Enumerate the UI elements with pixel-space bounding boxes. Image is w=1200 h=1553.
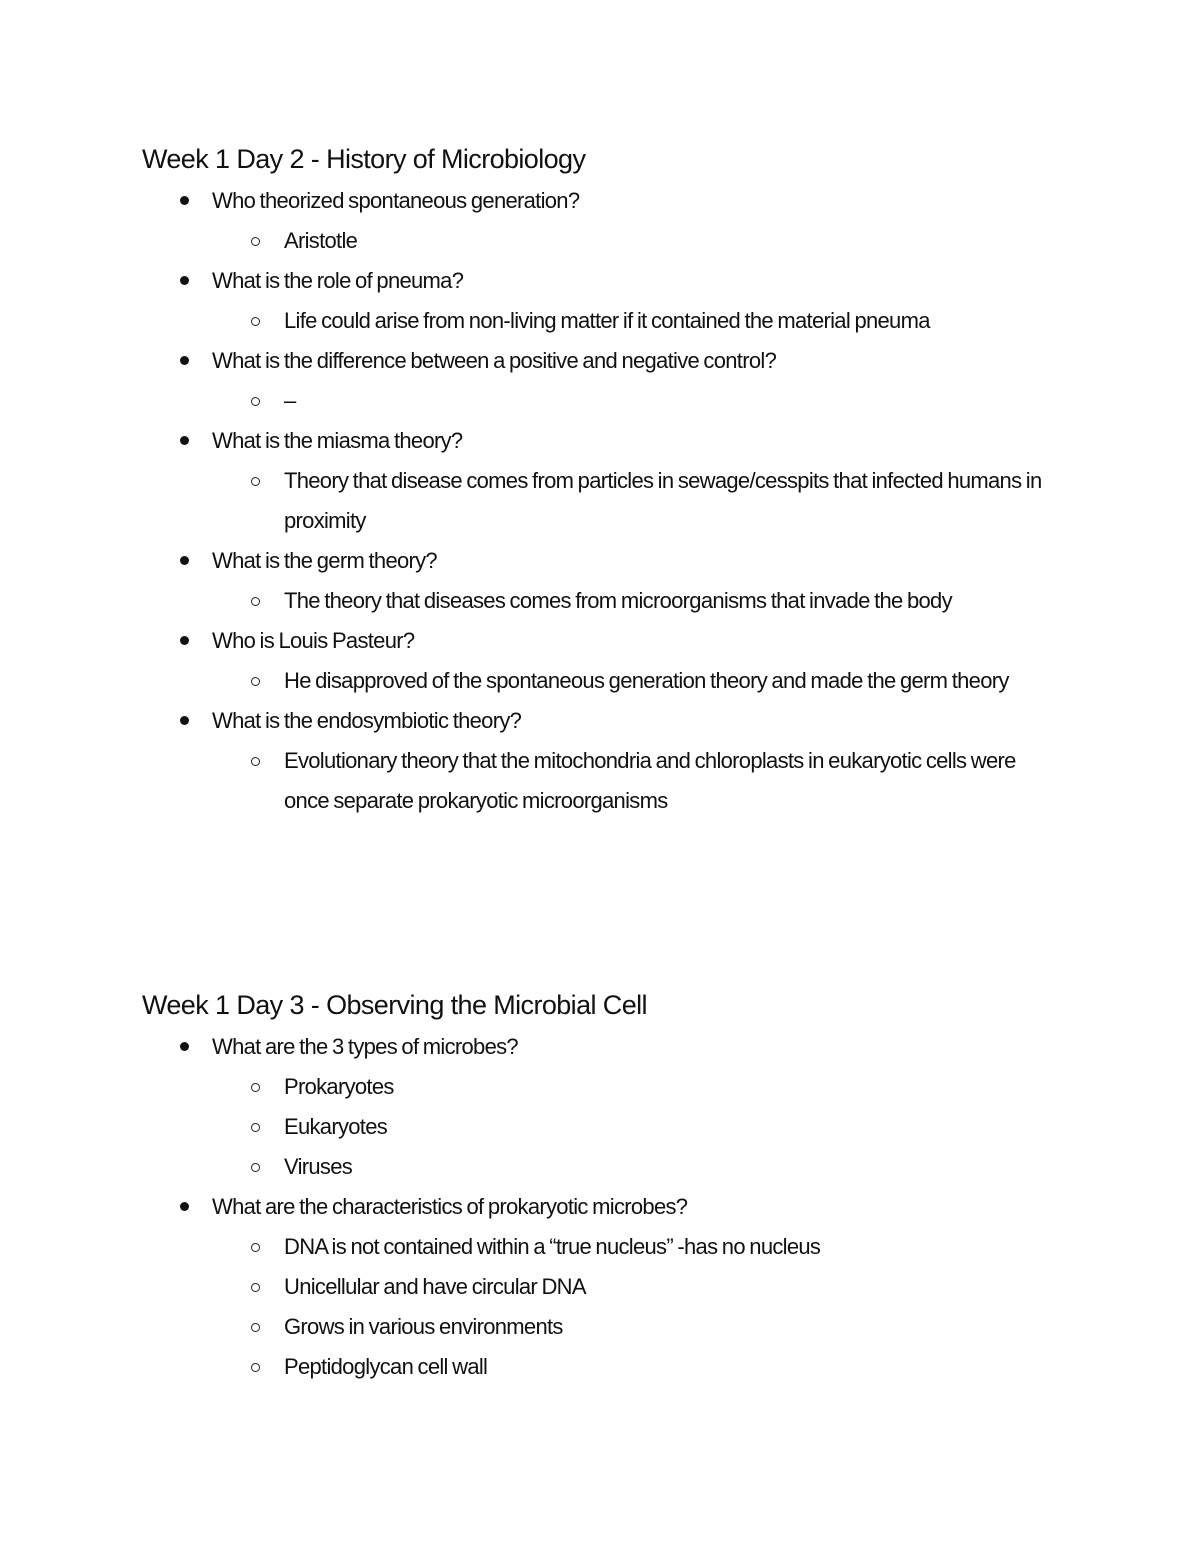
bullet-circle-icon xyxy=(251,1243,260,1252)
section-title: Week 1 Day 3 - Observing the Microbial Cell xyxy=(142,990,647,1020)
question-text: What is the endosymbiotic theory? xyxy=(212,708,522,733)
answer-list xyxy=(212,741,1042,821)
bullet-circle-icon xyxy=(251,317,260,326)
answer-item xyxy=(212,1067,1044,1107)
answer-item xyxy=(212,461,1044,541)
bullet-circle-icon xyxy=(251,1323,260,1332)
question-item xyxy=(142,701,1042,821)
question-item xyxy=(142,1187,1042,1387)
answer-item xyxy=(212,1227,1044,1267)
answer-item xyxy=(212,301,1044,341)
bullet-dot-icon xyxy=(180,1202,189,1211)
bullet-dot-icon xyxy=(180,556,189,565)
answer-list xyxy=(212,1227,1042,1387)
answer-list xyxy=(212,661,1042,701)
answer-item xyxy=(212,581,1044,621)
section-history-of-microbiology xyxy=(142,142,1042,821)
bullet-dot-icon xyxy=(180,356,189,365)
answer-item xyxy=(212,1107,1044,1147)
question-text: What is the role of pneuma? xyxy=(212,268,464,293)
question-item xyxy=(142,181,1042,261)
answer-list xyxy=(212,221,1042,261)
bullet-circle-icon xyxy=(251,757,260,766)
question-text: What are the 3 types of microbes? xyxy=(212,1034,518,1059)
answer-item xyxy=(212,381,1044,421)
answer-text: Theory that disease comes from particles in sewage/cesspits that infected humans in proximity xyxy=(284,468,1042,533)
question-list xyxy=(142,1027,1042,1387)
section-observing-the-microbial-cell xyxy=(142,988,1042,1387)
question-item xyxy=(142,261,1042,341)
question-text: What is the germ theory? xyxy=(212,548,437,573)
bullet-circle-icon xyxy=(251,597,260,606)
question-text: What is the miasma theory? xyxy=(212,428,463,453)
bullet-circle-icon xyxy=(251,1123,260,1132)
answer-text: Life could arise from non-living matter if it contained the material pneuma xyxy=(284,308,930,333)
question-text: What is the difference between a positive and negative control? xyxy=(212,348,777,373)
answer-text: – xyxy=(284,388,296,413)
bullet-dot-icon xyxy=(180,196,189,205)
bullet-dot-icon xyxy=(180,436,189,445)
answer-text: He disapproved of the spontaneous generation theory and made the germ theory xyxy=(284,668,1009,693)
answer-text: Prokaryotes xyxy=(284,1074,394,1099)
answer-item xyxy=(212,1267,1044,1307)
answer-item xyxy=(212,221,1044,261)
answer-text: The theory that diseases comes from microorganisms that invade the body xyxy=(284,588,952,613)
bullet-dot-icon xyxy=(180,276,189,285)
answer-list xyxy=(212,1067,1042,1187)
answer-text: DNA is not contained within a “true nucleus” -has no nucleus xyxy=(284,1234,821,1259)
answer-text: Peptidoglycan cell wall xyxy=(284,1354,488,1379)
answer-list xyxy=(212,381,1042,421)
bullet-circle-icon xyxy=(251,397,260,406)
bullet-circle-icon xyxy=(251,1083,260,1092)
answer-item xyxy=(212,1147,1044,1187)
bullet-dot-icon xyxy=(180,716,189,725)
question-text: Who is Louis Pasteur? xyxy=(212,628,415,653)
answer-item xyxy=(212,661,1044,701)
question-list xyxy=(142,181,1042,821)
bullet-circle-icon xyxy=(251,477,260,486)
answer-text: Eukaryotes xyxy=(284,1114,388,1139)
bullet-dot-icon xyxy=(180,1042,189,1051)
bullet-circle-icon xyxy=(251,237,260,246)
bullet-circle-icon xyxy=(251,1163,260,1172)
bullet-dot-icon xyxy=(180,636,189,645)
answer-text: Viruses xyxy=(284,1154,353,1179)
answer-text: Evolutionary theory that the mitochondria and chloroplasts in eukaryotic cells were once separate prokaryotic microorganisms xyxy=(284,748,1016,813)
question-item xyxy=(142,341,1042,421)
bullet-circle-icon xyxy=(251,1283,260,1292)
answer-text: Unicellular and have circular DNA xyxy=(284,1274,586,1299)
answer-item xyxy=(212,1347,1044,1387)
answer-list xyxy=(212,581,1042,621)
answer-text: Aristotle xyxy=(284,228,358,253)
answer-text: Grows in various environments xyxy=(284,1314,563,1339)
answer-item xyxy=(212,741,1044,821)
answer-item xyxy=(212,1307,1044,1347)
answer-list xyxy=(212,301,1042,341)
question-item xyxy=(142,621,1042,701)
question-item xyxy=(142,541,1042,621)
bullet-circle-icon xyxy=(251,677,260,686)
question-item xyxy=(142,1027,1042,1187)
question-item xyxy=(142,421,1042,541)
question-text: What are the characteristics of prokaryotic microbes? xyxy=(212,1194,688,1219)
section-title: Week 1 Day 2 - History of Microbiology xyxy=(142,144,586,174)
answer-list xyxy=(212,461,1042,541)
question-text: Who theorized spontaneous generation? xyxy=(212,188,580,213)
bullet-circle-icon xyxy=(251,1363,260,1372)
